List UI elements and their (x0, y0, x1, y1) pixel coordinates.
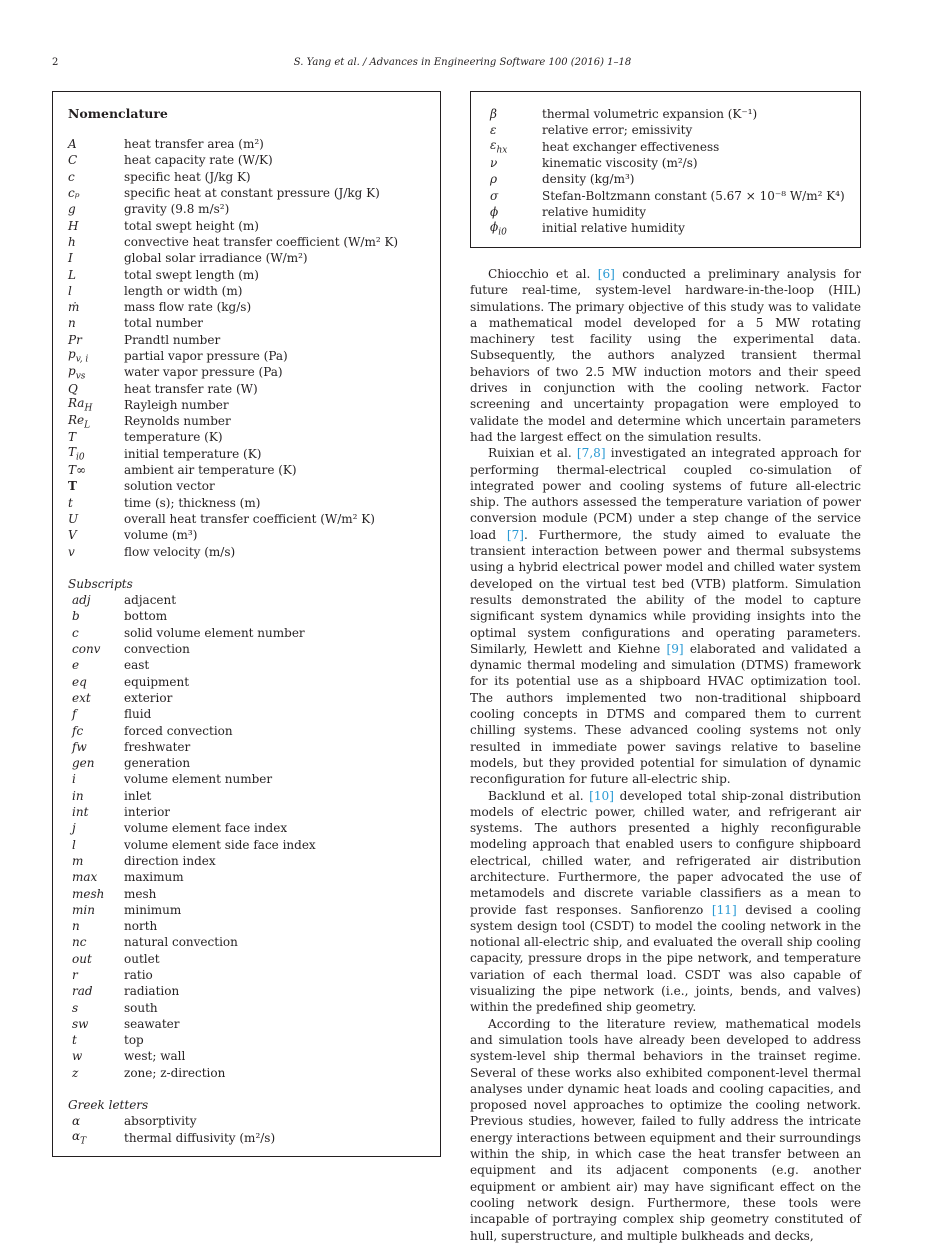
nomenclature-description: total swept length (m) (124, 267, 259, 282)
greek-description: absorptivity (124, 1114, 197, 1129)
nomenclature-row (68, 250, 434, 266)
paragraph-text: investigated an integrated approach for performing thermal-electrical coupled co-simulation of integrated power and cooling systems of future all-electric ship. The authors assessed the temperature variation of power conversion module (PCM) under a step change of the service load (470, 446, 861, 542)
nomenclature-description: partial vapor pressure (Pa) (124, 349, 288, 363)
subscript-row (68, 1016, 434, 1032)
subscript-row (68, 674, 434, 690)
nomenclature-symbol: Pr (68, 332, 82, 347)
nomenclature-row (68, 299, 434, 315)
citation-link[interactable]: [7,8] (576, 446, 606, 461)
subscript-description: exterior (124, 690, 173, 705)
subscript-description: radiation (124, 984, 180, 999)
subscript-description: bottom (124, 609, 168, 624)
nomenclature-symbol: V (68, 528, 77, 543)
subscript-symbol: in (72, 788, 84, 803)
nomenclature-symbol: c (68, 169, 75, 184)
greek-row (490, 204, 854, 220)
subscript-description: forced convection (124, 723, 233, 738)
body-text (470, 266, 861, 1244)
nomenclature-description: specific heat (J/kg K) (124, 169, 251, 184)
nomenclature-description: solution vector (124, 479, 215, 494)
nomenclature-symbol: $Re_L$ (68, 412, 91, 430)
subscript-symbol: out (72, 951, 92, 966)
greek-description: heat exchanger effectiveness (542, 139, 720, 154)
citation-link[interactable]: [11] (711, 902, 737, 917)
greek-row (490, 106, 854, 122)
subscript-row (68, 739, 434, 755)
subscript-symbol: sw (72, 1016, 89, 1031)
nomenclature-description: total number (124, 316, 204, 331)
subscript-row (68, 934, 434, 950)
greek-symbol: $\alpha_T$ (72, 1128, 87, 1147)
subscript-description: maximum (124, 870, 184, 885)
nomenclature-symbol: $p_{v, i}$ (68, 347, 89, 365)
nomenclature-row (68, 462, 434, 478)
nomenclature-symbol: v (68, 544, 75, 559)
subscript-symbol: r (72, 967, 78, 982)
subscript-description: solid volume element number (124, 625, 305, 640)
greek-description: initial relative humidity (542, 221, 685, 236)
subscript-row (68, 1048, 434, 1064)
greek-symbol: ρ (490, 172, 498, 187)
subscript-row (68, 1065, 434, 1081)
greek-symbol: β (490, 107, 497, 122)
subscript-symbol: rad (72, 984, 93, 999)
citation-link[interactable]: [7] (506, 527, 525, 542)
nomenclature-row (68, 169, 434, 185)
nomenclature-description: overall heat transfer coefficient (W/m² K) (124, 511, 375, 526)
greek-symbol: α (72, 1114, 81, 1129)
nomenclature-row (68, 283, 434, 299)
nomenclature-symbol: T (68, 479, 77, 494)
nomenclature-symbol: $Ra_H$ (68, 396, 93, 414)
subscript-row (68, 690, 434, 706)
nomenclature-row (68, 152, 434, 168)
paragraph-text: Backlund et al. (488, 788, 590, 803)
nomenclature-row (68, 217, 434, 233)
nomenclature-description: specific heat at constant pressure (J/kg K) (124, 186, 380, 201)
subscript-symbol: ext (72, 690, 91, 705)
subscript-row (68, 902, 434, 918)
subscript-row (68, 820, 434, 836)
greek-row (490, 122, 854, 138)
subscript-row (68, 836, 434, 852)
nomenclature-row (68, 543, 434, 559)
nomenclature-description: ambient air temperature (K) (124, 463, 297, 478)
nomenclature-row (68, 380, 434, 396)
nomenclature-row (68, 446, 434, 462)
nomenclature-row (68, 266, 434, 282)
nomenclature-description: water vapor pressure (Pa) (124, 365, 283, 380)
subscript-row (68, 951, 434, 967)
nomenclature-row (68, 185, 434, 201)
greek-description: kinematic viscosity (m²/s) (542, 156, 698, 171)
subscript-row (68, 804, 434, 820)
subscript-symbol: e (72, 658, 80, 673)
nomenclature-symbol: t (68, 495, 73, 510)
subscript-row (68, 967, 434, 983)
subscript-description: volume element side face index (124, 837, 316, 852)
greek-description: density (kg/m³) (542, 172, 635, 187)
subscript-description: adjacent (124, 593, 177, 608)
nomenclature-row (68, 332, 434, 348)
nomenclature-row (68, 234, 434, 250)
subscript-symbol: fw (72, 739, 87, 754)
subscript-symbol: j (72, 821, 76, 836)
subscript-symbol: w (72, 1049, 83, 1064)
greek-symbol: $\phi_{i0}$ (490, 219, 507, 237)
subscript-description: minimum (124, 902, 182, 917)
subscript-row (68, 869, 434, 885)
running-header-citation: S. Yang et al. / Advances in Engineering Software 100 (2016) 1–18 (293, 57, 632, 68)
nomenclature-row (68, 348, 434, 364)
citation-link[interactable]: [6] (597, 267, 615, 281)
nomenclature-symbol: $p_{vs}$ (68, 363, 86, 381)
subscript-row (68, 885, 434, 901)
paragraph-text: elaborated and validated a dynamic thermal modeling and simulation (DTMS) framework for its potential use as a shipboard HVAC optimization tool. The authors implemented two non-traditional shipboard cooling concepts in DTMS and compared them to current chilling systems. These advanced cooling systems not only resulted in immediate power savings relative to baseline models, but they provided potential for simulation of dynamic reconfiguration for future all-electric ship. (470, 641, 861, 787)
nomenclature-row (68, 413, 434, 429)
subscript-symbol: adj (72, 593, 91, 608)
greek-letters-title: Greek letters (68, 1098, 149, 1113)
paragraph-text: developed total ship-zonal distribution models of electric power, chilled water, and refrigerant air systems. The authors presented a highly reconfigurable modeling approach that enabled users to configure shipboard electrical, chilled water, and refrigerated air distribution architecture. Furthermore, the paper advocated the use of metamodels and discrete variable classifiers as a mean to provide fast responses. Sanfiorenzo (470, 788, 862, 917)
body-paragraph (470, 1016, 861, 1244)
nomenclature-description: Prandtl number (124, 332, 221, 347)
subscript-row (68, 592, 434, 608)
nomenclature-description: heat capacity rate (W/K) (124, 153, 273, 168)
subscript-description: inlet (124, 788, 152, 803)
subscript-description: zone; z-direction (124, 1065, 226, 1080)
subscript-row (68, 999, 434, 1015)
paragraph-text: Chiocchio et al. (488, 267, 598, 281)
greek-row (68, 1130, 434, 1146)
nomenclature-row (68, 527, 434, 543)
nomenclature-symbol: A (68, 137, 77, 152)
subscript-row (68, 755, 434, 771)
subscript-description: direction index (124, 853, 216, 868)
subscript-symbol: c (72, 625, 79, 640)
greek-description: relative humidity (542, 204, 646, 219)
nomenclature-row (68, 397, 434, 413)
citation-link[interactable]: [10] (589, 788, 614, 803)
greek-symbol: ϕ (490, 204, 499, 219)
subscript-symbol: f (72, 707, 77, 722)
nomenclature-row (68, 315, 434, 331)
subscript-description: freshwater (124, 739, 191, 754)
paragraph-text: . Furthermore, the study aimed to evaluate the transient interaction between power and thermal subsystems using a hybrid electrical power model and chilled water system developed on the virtual test bed (VTB) platform. Simulation results demonstrated the ability of the model to capture significant system dynamics while providing insights into the optimal system configurations and operating parameters. Similarly, Hewlett and Kiehne (470, 527, 861, 656)
subscript-description: interior (124, 805, 171, 820)
subscript-description: volume element face index (124, 821, 288, 836)
subscript-symbol: min (72, 902, 95, 917)
nomenclature-description: Reynolds number (124, 414, 231, 429)
subscript-description: outlet (124, 951, 160, 966)
subscript-description: convection (124, 642, 190, 657)
citation-link[interactable]: [9] (666, 641, 684, 656)
subscript-row (68, 641, 434, 657)
nomenclature-description: flow velocity (m/s) (124, 544, 236, 559)
nomenclature-symbol: ṁ (68, 300, 80, 315)
paragraph-text: devised a cooling system design tool (CSDT) to model the cooling network in the notional all-electric ship, and evaluated the overall ship cooling capacity, pressure drops in the pipe network, and temperature variation of each thermal load. CSDT was also capable of visualizing the pipe network (i.e., joints, bends, and valves) within the predefined ship geometry. (470, 902, 861, 1015)
subscript-row (68, 853, 434, 869)
subscript-row (68, 706, 434, 722)
nomenclature-row (68, 511, 434, 527)
nomenclature-row (68, 429, 434, 445)
nomenclature-symbol: T∞ (68, 463, 86, 478)
subscript-symbol: max (72, 870, 98, 885)
subscript-symbol: gen (72, 756, 95, 771)
subscript-row (68, 608, 434, 624)
subscript-symbol: t (72, 1033, 77, 1048)
nomenclature-symbol: n (68, 316, 76, 331)
subscript-symbol: i (72, 772, 76, 787)
subscript-row (68, 625, 434, 641)
nomenclature-symbol: cₚ (68, 186, 80, 201)
nomenclature-title: Nomenclature (68, 106, 168, 121)
greek-letters-box (470, 91, 861, 248)
subscript-row (68, 1032, 434, 1048)
nomenclature-description: mass flow rate (kg/s) (124, 300, 252, 315)
greek-row (68, 1113, 434, 1129)
body-paragraph (470, 788, 861, 1016)
nomenclature-description: temperature (K) (124, 430, 223, 445)
nomenclature-description: global solar irradiance (W/m²) (124, 251, 308, 266)
nomenclature-description: gravity (9.8 m/s²) (124, 202, 230, 217)
greek-row (490, 155, 854, 171)
subscript-description: volume element number (124, 772, 273, 787)
greek-description: thermal diffusivity (m²/s) (124, 1130, 276, 1145)
nomenclature-description: time (s); thickness (m) (124, 495, 261, 510)
subscript-row (68, 918, 434, 934)
subscript-symbol: s (72, 1000, 79, 1015)
nomenclature-description: heat transfer area (m²) (124, 137, 264, 152)
nomenclature-description: heat transfer rate (W) (124, 381, 258, 396)
nomenclature-symbol: H (68, 218, 79, 233)
paragraph-text: conducted a preliminary analysis for future real-time, system-level hardware-in-the-loop (HIL) simulations. The primary objective of this study was to validate a mathematical model developed for a 5 MW rotating machinery test facility using the experimental data. Subsequently, the authors analyzed transient thermal behaviors of two 2.5 MW induction motors and their speed drives in conjunction with the cooling network. Factor screening and uncertainty propagation were employed to validate the model and determine which uncertain parameters had the largest effect on the simulation results. (470, 267, 861, 444)
subscript-description: seawater (124, 1016, 180, 1031)
subscript-symbol: b (72, 609, 80, 624)
subscript-row (68, 788, 434, 804)
greek-symbol: ε (490, 123, 497, 138)
subscript-row (68, 771, 434, 787)
subscripts-title: Subscripts (68, 576, 133, 591)
nomenclature-description: volume (m³) (124, 528, 198, 543)
nomenclature-symbol: I (68, 251, 73, 266)
greek-description: thermal volumetric expansion (K⁻¹) (542, 107, 758, 122)
paragraph-text: According to the literature review, mathematical models and simulation tools have already been developed to address system-level ship thermal behaviors in the trainset regime. Several of these works also exhibited component-level thermal analyses under dynamic heat loads and cooling capacities, and proposed novel approaches to optimize the cooling network. Previous studies, however, failed to fully address the intricate energy interactions between equipment and their surroundings within the ship, in which case the heat transfer between an equipment and its adjacent components (e.g. another equipment or ambient air) may have significant effect on the cooling network design. Furthermore, these tools were incapable of portraying complex ship geometry constituted of hull, superstructure, and multiple bulkheads and decks, (470, 1016, 861, 1243)
subscript-description: mesh (124, 886, 157, 901)
nomenclature-symbol: l (68, 283, 72, 298)
greek-row (490, 220, 854, 236)
subscript-description: natural convection (124, 935, 238, 950)
nomenclature-list (68, 136, 434, 1146)
subscript-symbol: m (72, 853, 84, 868)
subscript-description: generation (124, 756, 191, 771)
greek-symbol: σ (490, 188, 499, 203)
subscript-description: ratio (124, 967, 153, 982)
body-paragraph (470, 266, 861, 445)
greek-symbol: $\varepsilon_{hx}$ (490, 138, 508, 156)
nomenclature-box (52, 91, 441, 1157)
paragraph-text: Ruixian et al. (488, 446, 577, 461)
subscript-description: fluid (124, 707, 152, 722)
nomenclature-symbol: T (68, 430, 77, 445)
subscript-description: top (124, 1033, 144, 1048)
subscript-description: west; wall (124, 1049, 186, 1064)
subscript-row (68, 983, 434, 999)
greek-row (490, 187, 854, 203)
subscript-symbol: nc (72, 935, 87, 950)
nomenclature-symbol: Q (68, 381, 78, 396)
nomenclature-symbol: $T_{i0}$ (68, 445, 85, 463)
nomenclature-symbol: h (68, 234, 76, 249)
nomenclature-row (68, 201, 434, 217)
subscript-description: south (124, 1000, 158, 1015)
nomenclature-row (68, 364, 434, 380)
subscript-symbol: mesh (72, 886, 105, 901)
subscript-row (68, 722, 434, 738)
subscript-symbol: fc (72, 723, 84, 738)
subscript-symbol: conv (72, 642, 101, 657)
nomenclature-row (68, 495, 434, 511)
subscript-symbol: z (72, 1065, 79, 1080)
nomenclature-row (68, 478, 434, 494)
nomenclature-description: Rayleigh number (124, 397, 229, 412)
nomenclature-description: initial temperature (K) (124, 446, 262, 461)
greek-symbol: ν (490, 156, 498, 171)
nomenclature-symbol: U (68, 511, 79, 526)
subscript-symbol: int (72, 805, 89, 820)
greek-row (490, 139, 854, 155)
subscript-symbol: l (72, 837, 76, 852)
greek-description: relative error; emissivity (542, 123, 693, 138)
body-paragraph (470, 445, 861, 787)
subscript-description: north (124, 919, 158, 934)
subscript-description: equipment (124, 674, 190, 689)
nomenclature-symbol: g (68, 202, 76, 217)
nomenclature-row (68, 136, 434, 152)
nomenclature-description: convective heat transfer coefficient (W/m² K) (124, 234, 399, 249)
nomenclature-description: length or width (m) (124, 283, 243, 298)
nomenclature-symbol: L (68, 267, 76, 282)
subscript-description: east (124, 658, 150, 673)
subscript-symbol: n (72, 919, 80, 934)
greek-description: Stefan-Boltzmann constant (5.67 × 10⁻⁸ W/m² K⁴) (542, 188, 845, 203)
greek-row (490, 171, 854, 187)
subscript-row (68, 657, 434, 673)
page-number: 2 (52, 57, 59, 68)
nomenclature-symbol: C (68, 153, 78, 168)
subscript-symbol: eq (72, 674, 87, 689)
nomenclature-description: total swept height (m) (124, 218, 259, 233)
